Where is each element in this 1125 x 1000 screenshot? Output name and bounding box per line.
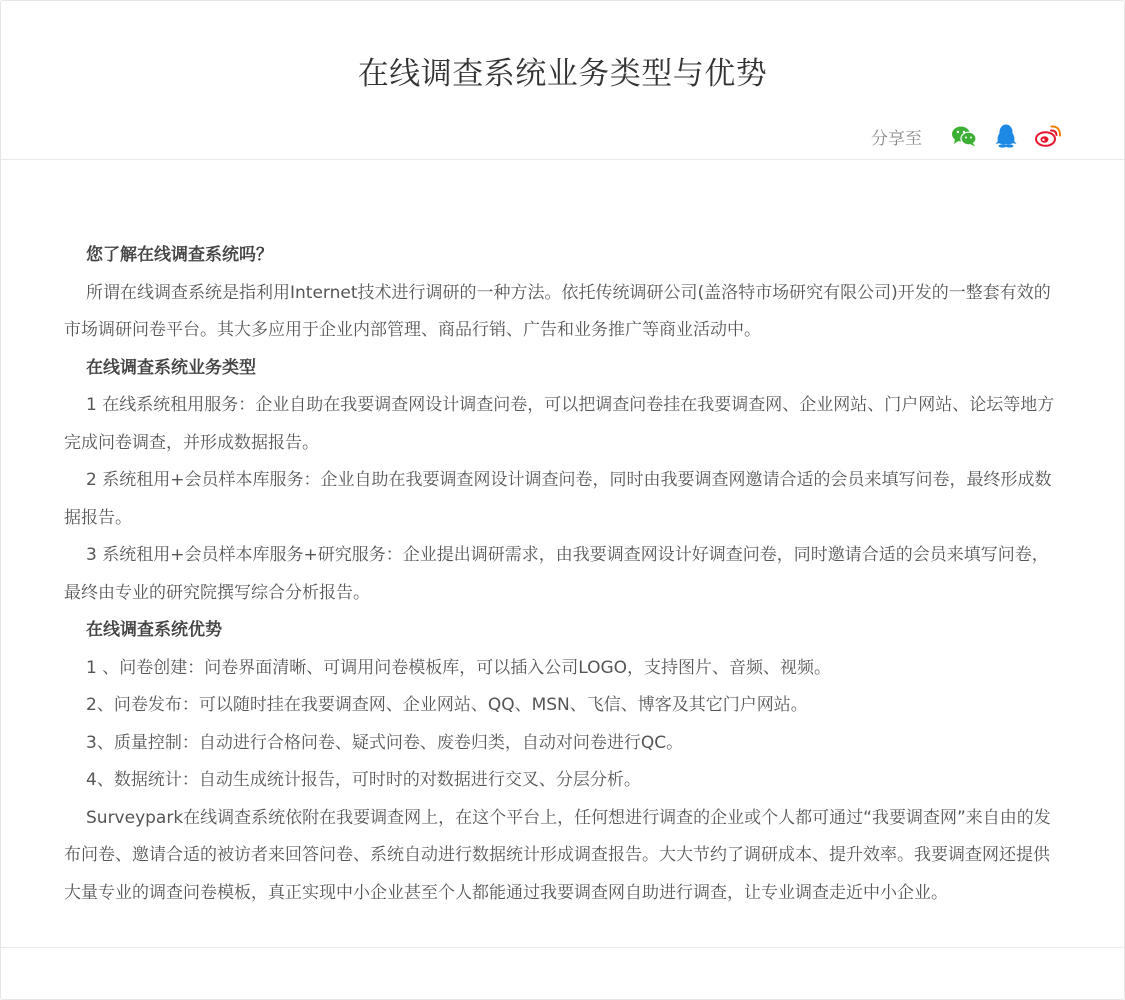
article-header [1,1,1124,160]
paragraph: 所谓在线调查系统是指利用Internet技术进行调研的一种方法。依托传统调研公司(盖洛特市场研究有限公司)开发的一整套有效的市场调研问卷平台。其大多应用于企业内部管理、商品行销、广告和业务推广等商业活动中。 [64,282,1051,340]
paragraph: 2、问卷发布：可以随时挂在我要调查网、企业网站、QQ、MSN、飞信、博客及其它门户网站。 [86,695,808,715]
paragraph: 1 在线系统租用服务：企业自助在我要调查网设计调查问卷，可以把调查问卷挂在我要调查网、企业网站、门户网站、论坛等地方完成问卷调查，并形成数据报告。 [64,395,1055,453]
paragraph: 1 、问卷创建：问卷界面清晰、可调用问卷模板库，可以插入公司LOGO，支持图片、音频、视频。 [86,657,832,678]
article-body [64,237,1064,912]
wechat-icon[interactable] [950,122,978,150]
article-title: 在线调查系统业务类型与优势 [357,56,768,92]
share-label: 分享至 [871,128,922,149]
share-bar [871,122,1062,150]
paragraph: 4、数据统计：自动生成统计报告，可时时的对数据进行交叉、分层分析。 [86,770,641,790]
paragraph: 2 系统租用+会员样本库服务：企业自助在我要调查网设计调查问卷，同时由我要调查网邀请合适的会员来填写问卷，最终形成数据报告。 [64,470,1052,528]
paragraph: Surveypark在线调查系统依附在我要调查网上，在这个平台上，任何想进行调查的企业或个人都可通过“我要调查网”来自由的发布问卷、邀请合适的被访者来回答问卷、系统自动进行数据统计形成调查报告。大大节约了调研成本、提升效率。我要调查网还提供大量专业的调查问卷模板，真正实现中小企业甚至个人都能通过我要调查网自助进行调查，让专业调查走近中小企业。 [64,807,1051,903]
paragraph: 3、质量控制：自动进行合格问卷、疑式问卷、废卷归类，自动对问卷进行QC。 [86,732,684,753]
section-heading: 在线调查系统优势 [86,620,222,640]
divider [1,947,1124,948]
qq-icon[interactable] [992,122,1020,150]
weibo-icon[interactable] [1034,122,1062,150]
section-heading: 您了解在线调查系统吗？ [86,245,273,265]
paragraph: 3 系统租用+会员样本库服务+研究服务：企业提出调研需求，由我要调查网设计好调查问卷，同时邀请合适的会员来填写问卷，最终由专业的研究院撰写综合分析报告。 [64,545,1049,603]
section-heading: 在线调查系统业务类型 [86,357,256,378]
